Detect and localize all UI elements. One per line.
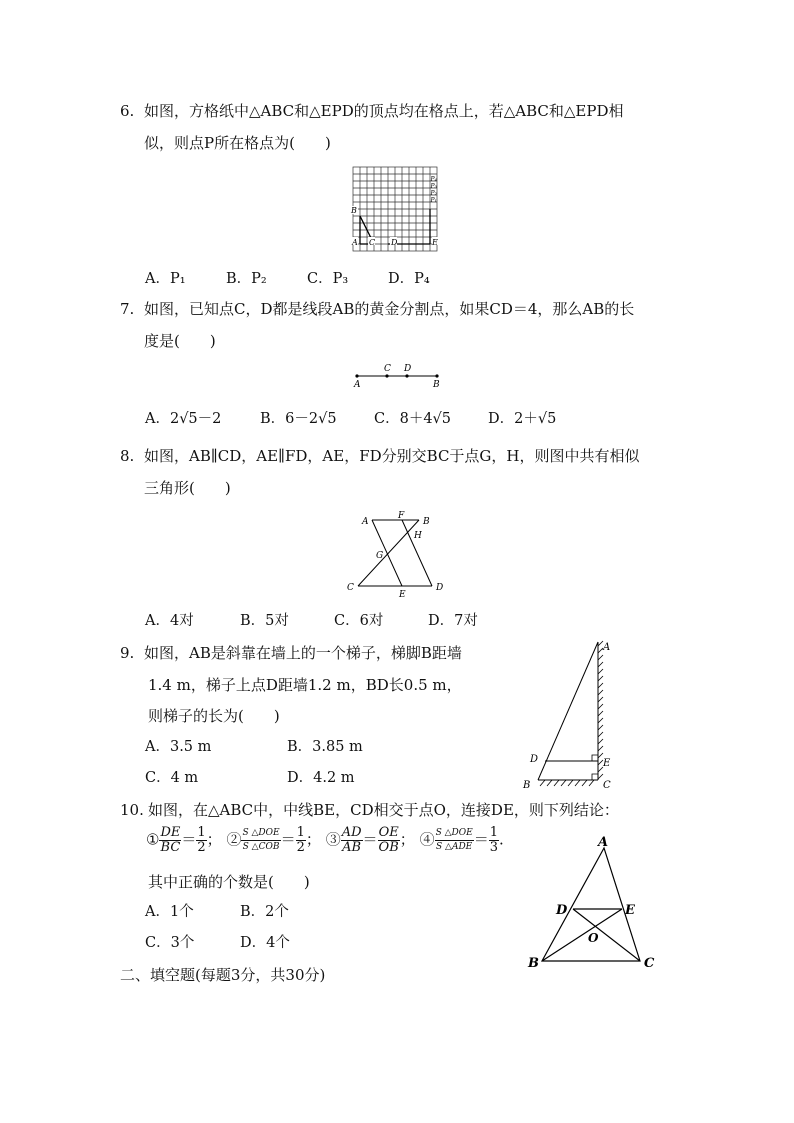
q6-label-a: A [352,238,358,247]
q9-option-c[interactable]: C．4 m [145,770,199,786]
q10-c2-rhs: $\frac{1}{2}$ [296,825,305,855]
q10-c4-lhs: $\frac{\text{S △DOE}}{\text{S △ADE}}$ [435,828,473,852]
q10-c1-mark: ① [146,830,160,849]
q6-label-b: B [351,206,357,215]
q10-conclusions: ① $\frac{DE}{BC}$ ＝ $\frac{1}{2}$ ； ② $\frac{\text{S △DOE}}{\text{S △COB}}$ ＝ $\frac{1}{2}$ ； ③ $\frac{AD}{AB}$ ＝ $\frac{OE}{OB}$ ； ④ $\frac{\text{S △DOE}}{\text{S △ADE}}$ ＝ $\frac{1}{3}$ . [146,825,504,855]
q8-option-d[interactable]: D．7对 [428,613,478,629]
q10-c3-mark: ③ [325,830,341,849]
q10-label-c: C [644,956,655,971]
q7-label-c: C [384,364,391,374]
q8-label-e: E [399,590,406,600]
q10-label-a: A [598,835,609,850]
q10-option-d[interactable]: D．4个 [240,935,290,951]
q10-label-o: O [588,931,599,945]
q6-option-c[interactable]: C．P₃ [307,271,349,287]
q10-c1-lhs: $\frac{DE}{BC}$ [160,825,181,855]
q6-option-a[interactable]: A．P₁ [145,271,186,287]
q10-option-b[interactable]: B．2个 [240,904,289,920]
q6-grid-figure [348,164,444,258]
q8-label-g: G [376,551,384,561]
q7-option-c[interactable]: C．8＋4√5 [374,411,452,427]
q8-number: 8. [120,447,135,465]
q8-parallelogram-figure [340,506,455,602]
q10-c1-rhs: $\frac{1}{2}$ [197,825,206,855]
q7-stem-line2: 度是( ) [144,332,216,350]
q8-segment-fd [402,520,432,586]
q10-option-c[interactable]: C．3个 [145,935,195,951]
q9-option-d[interactable]: D．4.2 m [287,770,355,786]
q10-c3-lhs: $\frac{AD}{AB}$ [341,825,362,855]
q10-stem-line1: 如图，在△ABC中，中线BE，CD相交于点O，连接DE，则下列结论： [148,801,619,819]
q8-label-c: C [347,583,354,593]
q6-number: 6. [120,102,135,120]
q10-option-a[interactable]: A．1个 [145,904,194,920]
q10-c4-mark: ④ [419,830,435,849]
q10-triangle-figure [520,834,665,974]
q9-label-e: E [603,758,611,769]
q8-label-a: A [362,517,369,527]
q6-label-c: C [369,238,376,247]
q6-label-e: E [432,238,438,247]
q8-label-h: H [414,531,422,541]
q9-option-b[interactable]: B．3.85 m [287,739,363,755]
q6-label-p2: P₂ [430,190,437,197]
q8-option-b[interactable]: B．5对 [240,613,289,629]
q10-label-d: D [556,903,568,918]
q7-option-b[interactable]: B．6－2√5 [260,411,337,427]
q6-option-d[interactable]: D．P₄ [388,271,430,287]
q7-segment-figure [350,360,446,390]
q9-ladder-figure [515,632,625,792]
q9-option-a[interactable]: A．3.5 m [145,739,212,755]
q7-stem-line1: 如图，已知点C，D都是线段AB的黄金分割点，如果CD＝4，那么AB的长 [144,300,635,318]
q6-stem-line2: 似，则点P所在格点为( ) [144,134,331,152]
q9-label-d: D [530,754,539,765]
q10-label-e: E [625,903,635,918]
q6-label-p4: P₄ [430,176,437,183]
q9-label-b: B [523,780,531,791]
q8-label-b: B [423,517,430,527]
q10-c4-rhs: $\frac{1}{3}$ [489,825,498,855]
q6-label-p1: P₁ [430,197,437,204]
q8-label-d: D [436,583,444,593]
q8-stem-line2: 三角形( ) [144,479,231,497]
q10-stem-line3: 其中正确的个数是( ) [148,873,310,891]
q7-number: 7. [120,300,135,318]
q7-label-d: D [404,364,412,374]
q8-option-c[interactable]: C．6对 [334,613,384,629]
q7-label-b: B [433,380,440,390]
q10-segment-be [542,909,622,961]
q6-label-d: D [391,238,398,247]
section-heading: 二、填空题(每题3分，共30分) [120,966,326,984]
q9-ladder-ab [538,642,598,780]
q7-label-a: A [354,380,361,390]
q9-stem-line2: 1.4 m，梯子上点D距墙1.2 m，BD长0.5 m， [148,676,462,694]
q6-label-p3: P₃ [430,183,437,190]
q7-option-d[interactable]: D．2＋√5 [488,411,557,427]
q9-label-c: C [603,780,611,791]
q8-segment-bc [358,520,419,586]
q8-label-f: F [398,511,405,521]
q10-number: 10. [120,801,144,819]
q6-option-b[interactable]: B．P₂ [226,271,267,287]
q9-number: 9. [120,644,135,662]
q9-label-a: A [603,642,611,653]
q9-stem-line1: 如图，AB是斜靠在墙上的一个梯子，梯脚B距墙 [144,644,462,662]
q6-stem-line1: 如图，方格纸中△ABC和△EPD的顶点均在格点上，若△ABC和△EPD相 [144,102,624,120]
q10-c3-rhs: $\frac{OE}{OB}$ [378,825,399,855]
q7-option-a[interactable]: A．2√5－2 [145,411,222,427]
q10-c2-mark: ② [226,830,242,849]
q8-stem-line1: 如图，AB∥CD，AE∥FD，AE，FD分别交BC于点G，H，则图中共有相似 [144,447,640,465]
q10-c2-lhs: $\frac{\text{S △DOE}}{\text{S △COB}}$ [242,828,280,852]
q8-option-a[interactable]: A．4对 [145,613,194,629]
q10-label-b: B [528,956,539,971]
q9-stem-line3: 则梯子的长为( ) [148,707,280,725]
